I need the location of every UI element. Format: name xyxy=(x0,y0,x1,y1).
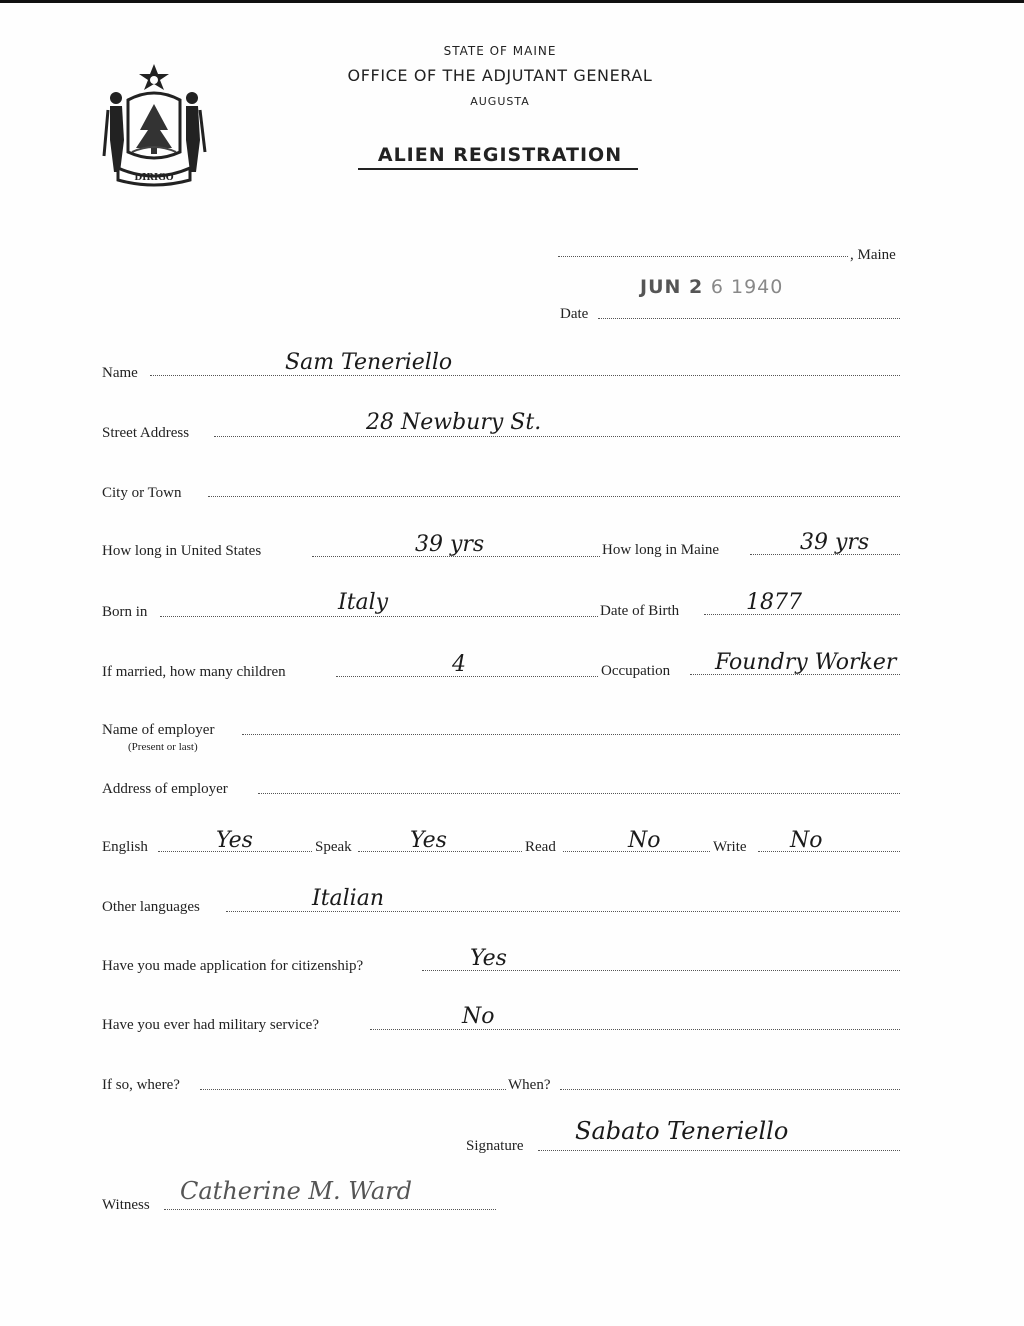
employer-field[interactable] xyxy=(242,734,900,735)
city-label: City or Town xyxy=(102,485,182,501)
employer-address-field[interactable] xyxy=(258,793,900,794)
children-field[interactable] xyxy=(336,676,598,677)
dob-field[interactable] xyxy=(704,614,900,615)
dob-label: Date of Birth xyxy=(600,603,680,619)
born-in-field[interactable] xyxy=(160,616,598,617)
maine-state-seal-icon xyxy=(100,60,208,188)
signature-label: Signature xyxy=(466,1138,524,1154)
speak-label: Speak xyxy=(315,839,352,855)
date-stamp xyxy=(640,276,783,298)
years-maine-label: How long in Maine xyxy=(602,542,720,558)
signature-value: Sabato Teneriello xyxy=(575,1117,789,1145)
name-value: Sam Teneriello xyxy=(285,350,453,375)
name-field[interactable] xyxy=(150,375,900,376)
write-label: Write xyxy=(713,839,747,855)
english-label: English xyxy=(102,839,148,855)
seal-motto: DIRIGO xyxy=(134,173,174,183)
date-stamp-day-year: 6 1940 xyxy=(710,276,784,298)
signature-field[interactable] xyxy=(538,1150,900,1151)
title-underline xyxy=(358,168,638,170)
military-field[interactable] xyxy=(370,1029,900,1030)
where-label: If so, where? xyxy=(102,1077,180,1093)
speak-value: Yes xyxy=(410,828,447,853)
street-label: Street Address xyxy=(102,425,190,441)
employer-sublabel: (Present or last) xyxy=(128,741,198,753)
citizenship-label: Have you made application for citizenship? xyxy=(102,958,364,974)
when-label: When? xyxy=(508,1077,551,1093)
military-value: No xyxy=(462,1004,495,1029)
date-stamp-month: JUN 2 xyxy=(640,276,704,298)
dob-value: 1877 xyxy=(746,590,802,615)
born-in-value: Italy xyxy=(338,590,389,615)
occupation-label: Occupation xyxy=(601,663,671,679)
header-state: STATE OF MAINE xyxy=(443,44,557,58)
years-us-value: 39 yrs xyxy=(415,532,485,557)
header-city: AUGUSTA xyxy=(470,95,530,108)
city-field[interactable] xyxy=(208,496,900,497)
years-us-label: How long in United States xyxy=(102,543,262,559)
scan-edge xyxy=(0,0,1024,3)
employer-label: Name of employer xyxy=(102,722,215,738)
name-label: Name xyxy=(102,365,138,381)
witness-field[interactable] xyxy=(164,1209,496,1210)
header-office: OFFICE OF THE ADJUTANT GENERAL xyxy=(347,66,653,85)
citizenship-value: Yes xyxy=(470,946,507,971)
date-label: Date xyxy=(560,306,589,322)
witness-label: Witness xyxy=(102,1197,150,1213)
street-value: 28 Newbury St. xyxy=(366,410,542,435)
date-field[interactable] xyxy=(598,318,900,319)
children-label: If married, how many children xyxy=(102,664,286,680)
form-title: ALIEN REGISTRATION xyxy=(377,144,623,166)
children-value: 4 xyxy=(452,652,466,677)
street-field[interactable] xyxy=(214,436,900,437)
occupation-value: Foundry Worker xyxy=(715,650,897,675)
other-languages-label: Other languages xyxy=(102,899,200,915)
read-value: No xyxy=(628,828,661,853)
write-value: No xyxy=(790,828,823,853)
years-maine-value: 39 yrs xyxy=(800,530,870,555)
when-field[interactable] xyxy=(560,1089,900,1090)
place-field[interactable] xyxy=(558,256,848,257)
place-suffix: , Maine xyxy=(850,247,896,263)
where-field[interactable] xyxy=(200,1089,506,1090)
military-label: Have you ever had military service? xyxy=(102,1017,319,1033)
read-label: Read xyxy=(525,839,556,855)
employer-address-label: Address of employer xyxy=(102,781,228,797)
witness-value: Catherine M. Ward xyxy=(180,1177,412,1205)
english-value: Yes xyxy=(216,828,253,853)
write-field[interactable] xyxy=(758,851,900,852)
other-languages-value: Italian xyxy=(312,886,385,911)
born-in-label: Born in xyxy=(102,604,148,620)
